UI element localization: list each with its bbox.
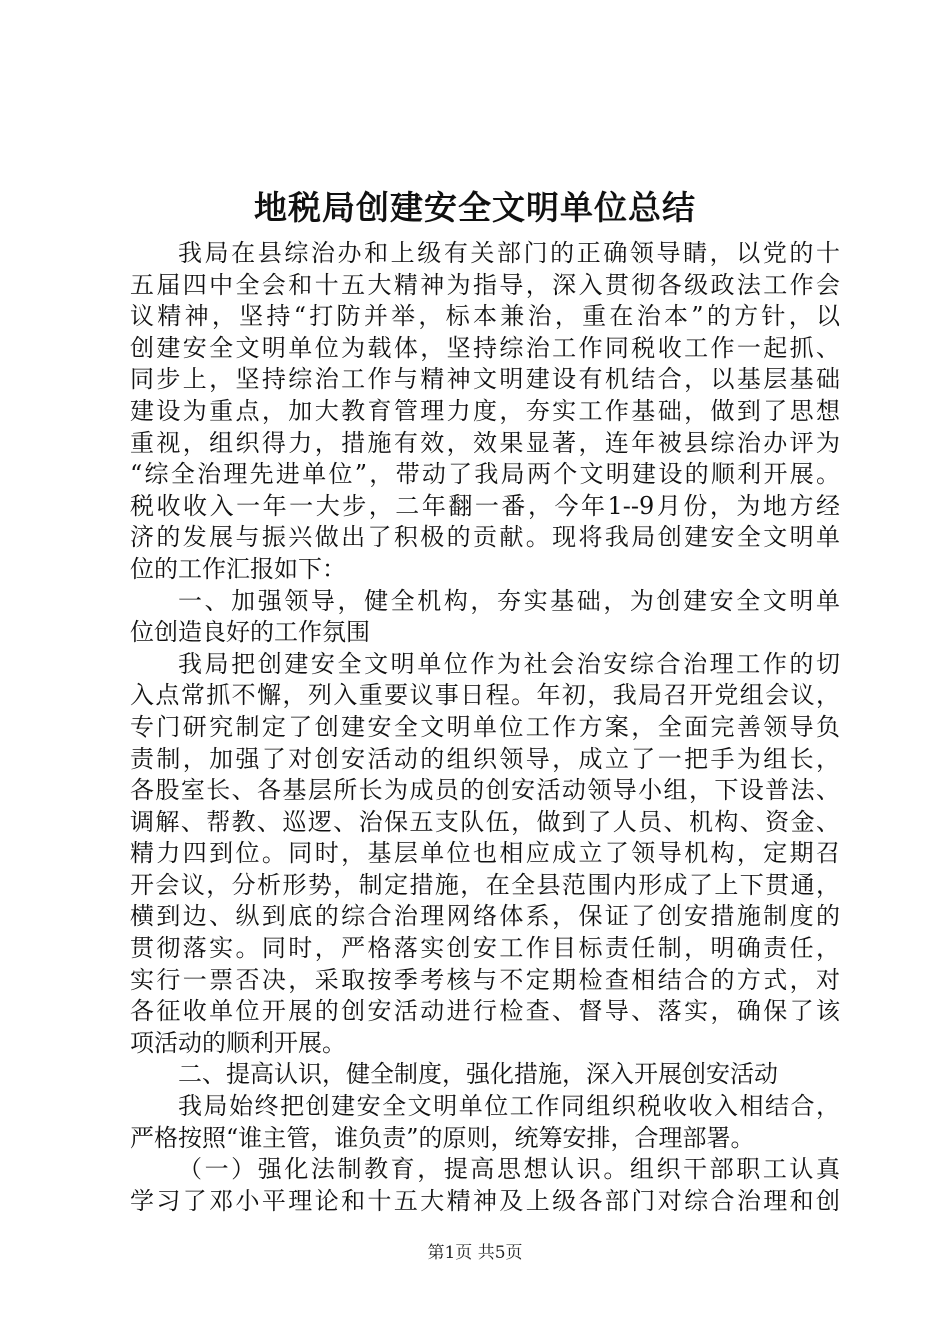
page-footer: 第1页 共5页 [427,1243,523,1263]
text-line: （一）强化法制教育，提高思想认识。组织干部职工认真 [178,1155,840,1184]
text-line: 我局在县综治办和上级有关部门的正确领导睛，以党的十 [178,239,840,267]
text-line: 同步上，坚持综治工作与精神文明建设有机结合，以基层基础 [130,365,840,394]
text-line: 议精神，坚持“打防并举，标本兼治，重在治本”的方针，以 [130,302,840,331]
text-line: 精力四到位。同时，基层单位也相应成立了领导机构，定期召 [130,839,840,868]
text-line: 重视，组织得力，措施有效，效果显著，连年被县综治办评为 [130,428,840,457]
text-line: 实行一票否决，采取按季考核与不定期检查相结合的方式，对 [130,965,840,994]
text-line: 我局把创建安全文明单位作为社会治安综合治理工作的切 [178,649,840,678]
text-line: 位创造良好的工作氛围 [130,618,370,647]
text-line: 创建安全文明单位为载体，坚持综治工作同税收工作一起抓、 [130,333,840,362]
text-line: 专门研究制定了创建安全文明单位工作方案，全面完善领导负 [130,712,840,741]
text-line: 责制，加强了对创安活动的组织领导，成立了一把手为组长， [130,744,840,773]
text-line: 建设为重点，加大教育管理力度，夯实工作基础，做到了思想 [130,396,840,425]
text-line: “综全治理先进单位”，带动了我局两个文明建设的顺利开展。 [130,460,840,489]
text-line: 税收收入一年一大步，二年翻一番，今年1--9月份，为地方经 [130,491,840,520]
text-line: 调解、帮教、巡逻、治保五支队伍，做到了人员、机构、资金、 [130,807,840,836]
document-title: 地税局创建安全文明单位总结 [254,188,696,227]
document-body [130,238,840,1217]
text-line: 横到边、纵到底的综合治理网络体系，保证了创安措施制度的 [130,902,840,931]
text-line: 我局始终把创建安全文明单位工作同组织税收收入相结合， [178,1092,840,1121]
text-line: 严格按照“谁主管，谁负责”的原则，统筹安排，合理部署。 [130,1123,755,1152]
text-line: 二、提高认识，健全制度，强化措施，深入开展创安活动 [178,1060,778,1089]
text-line: 位的工作汇报如下： [130,554,346,583]
text-line: 入点常抓不懈，列入重要议事日程。年初，我局召开党组会议， [130,681,840,710]
text-line: 开会议，分析形势，制定措施，在全县范围内形成了上下贯通， [130,870,840,899]
text-line: 五届四中全会和十五大精神为指导，深入贯彻各级政法工作会 [130,270,840,299]
text-line: 学习了邓小平理论和十五大精神及上级各部门对综合治理和创 [130,1186,840,1215]
text-line: 贯彻落实。同时，严格落实创安工作目标责任制，明确责任， [130,934,840,963]
text-line: 各股室长、各基层所长为成员的创安活动领导小组，下设普法、 [130,776,840,805]
text-line: 一、加强领导，健全机构，夯实基础，为创建安全文明单 [178,586,840,615]
text-line: 项活动的顺利开展。 [130,1028,346,1057]
text-line: 济的发展与振兴做出了积极的贡献。现将我局创建安全文明单 [130,523,840,552]
text-line: 各征收单位开展的创安活动进行检查、督导、落实，确保了该 [130,997,840,1026]
